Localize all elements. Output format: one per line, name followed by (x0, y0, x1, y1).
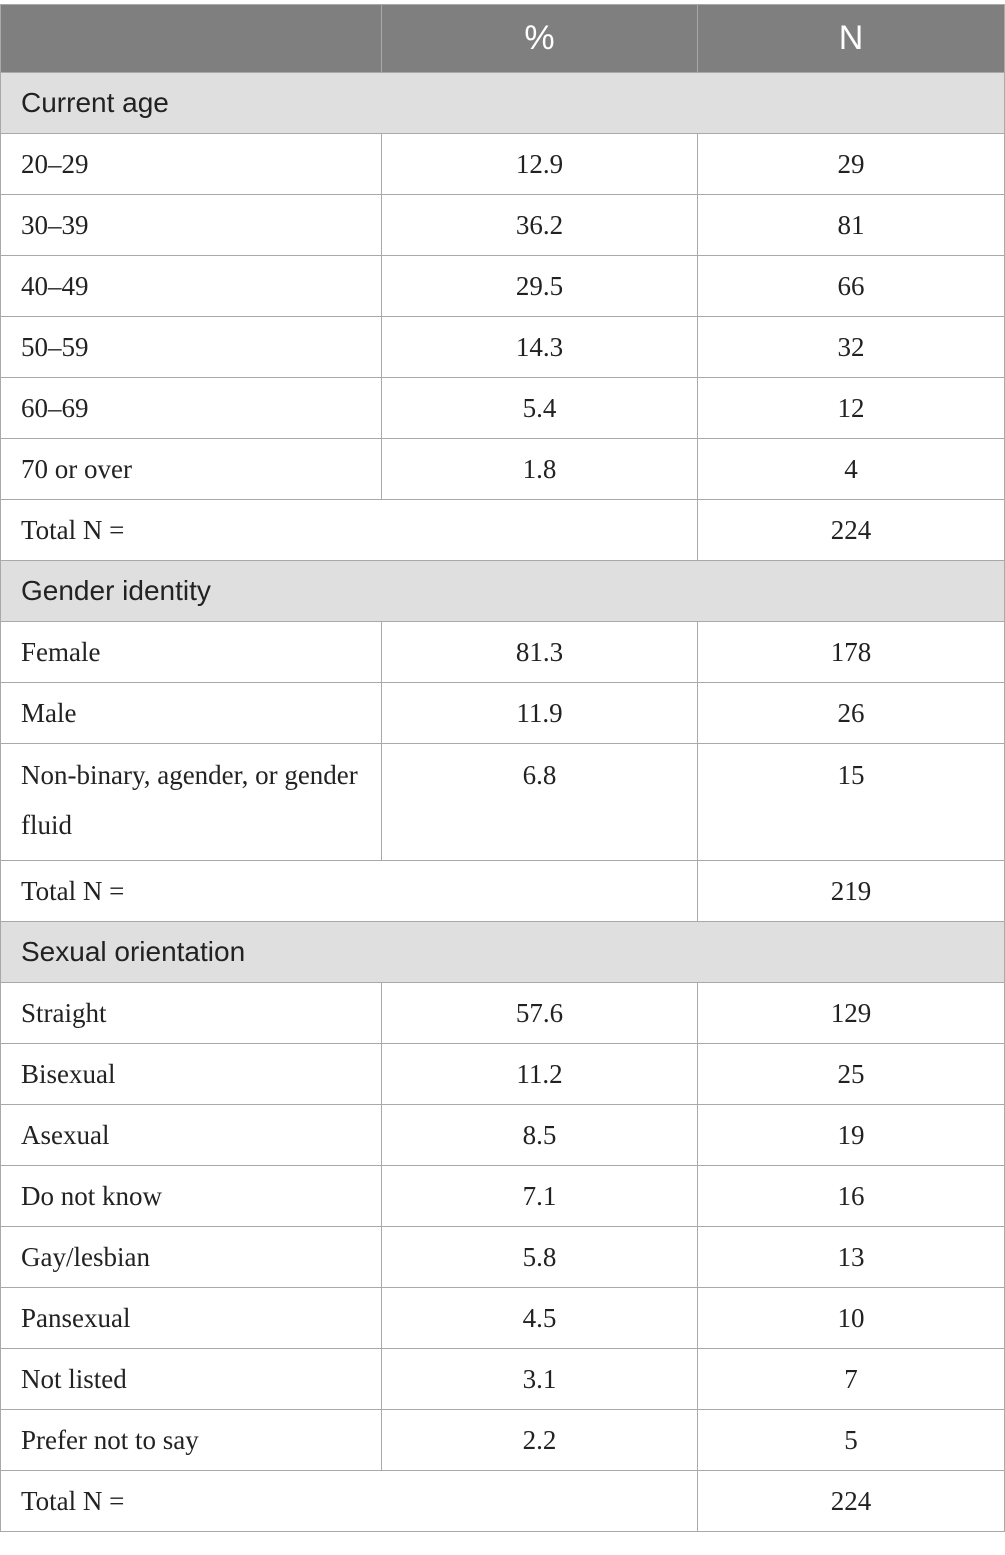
row-n: 4 (698, 439, 1005, 500)
row-percent: 6.8 (382, 744, 698, 861)
row-n: 26 (698, 683, 1005, 744)
row-percent: 14.3 (382, 317, 698, 378)
demographics-table (0, 4, 1005, 1532)
table-row (1, 134, 1005, 195)
row-percent: 7.1 (382, 1166, 698, 1227)
row-n: 129 (698, 983, 1005, 1044)
table-row (1, 1105, 1005, 1166)
header-row (1, 5, 1005, 73)
row-percent: 81.3 (382, 622, 698, 683)
row-n: 178 (698, 622, 1005, 683)
row-percent: 11.9 (382, 683, 698, 744)
table-row (1, 1349, 1005, 1410)
row-n: 81 (698, 195, 1005, 256)
row-percent: 8.5 (382, 1105, 698, 1166)
row-label: Asexual (1, 1105, 382, 1166)
row-label: Gay/lesbian (1, 1227, 382, 1288)
table-row (1, 744, 1005, 861)
table-row (1, 439, 1005, 500)
row-label: 20–29 (1, 134, 382, 195)
table-row (1, 256, 1005, 317)
total-label: Total N = (1, 1471, 698, 1532)
row-percent: 57.6 (382, 983, 698, 1044)
total-label: Total N = (1, 861, 698, 922)
row-percent: 5.8 (382, 1227, 698, 1288)
row-label: Prefer not to say (1, 1410, 382, 1471)
table-row (1, 195, 1005, 256)
section-header-current-age (1, 73, 1005, 134)
row-label: Do not know (1, 1166, 382, 1227)
row-n: 32 (698, 317, 1005, 378)
row-label: Non-binary, agender, or gender fluid (1, 744, 382, 861)
row-label: Bisexual (1, 1044, 382, 1105)
row-n: 66 (698, 256, 1005, 317)
row-n: 5 (698, 1410, 1005, 1471)
table-row (1, 622, 1005, 683)
row-percent: 4.5 (382, 1288, 698, 1349)
table-row (1, 1166, 1005, 1227)
row-percent: 36.2 (382, 195, 698, 256)
row-n: 25 (698, 1044, 1005, 1105)
row-label: 30–39 (1, 195, 382, 256)
header-percent: % (382, 5, 698, 73)
table-row (1, 1227, 1005, 1288)
row-n: 29 (698, 134, 1005, 195)
table-row (1, 683, 1005, 744)
row-label: Pansexual (1, 1288, 382, 1349)
row-n: 12 (698, 378, 1005, 439)
total-label: Total N = (1, 500, 698, 561)
section-header-gender-identity (1, 561, 1005, 622)
row-label: Not listed (1, 1349, 382, 1410)
total-n: 224 (698, 500, 1005, 561)
row-label: Male (1, 683, 382, 744)
table-row (1, 317, 1005, 378)
total-n: 219 (698, 861, 1005, 922)
row-percent: 12.9 (382, 134, 698, 195)
section-title: Gender identity (1, 561, 1005, 622)
table-row (1, 1044, 1005, 1105)
table-row (1, 1410, 1005, 1471)
table-row (1, 1288, 1005, 1349)
header-label-cell (1, 5, 382, 73)
row-n: 10 (698, 1288, 1005, 1349)
section-title: Current age (1, 73, 1005, 134)
total-n: 224 (698, 1471, 1005, 1532)
total-row-gender-identity (1, 861, 1005, 922)
row-label: 50–59 (1, 317, 382, 378)
section-header-sexual-orientation (1, 922, 1005, 983)
section-title: Sexual orientation (1, 922, 1005, 983)
row-percent: 29.5 (382, 256, 698, 317)
header-n: N (698, 5, 1005, 73)
row-label: 70 or over (1, 439, 382, 500)
row-n: 13 (698, 1227, 1005, 1288)
row-label: Straight (1, 983, 382, 1044)
row-n: 16 (698, 1166, 1005, 1227)
row-label: Female (1, 622, 382, 683)
total-row-sexual-orientation (1, 1471, 1005, 1532)
row-percent: 3.1 (382, 1349, 698, 1410)
total-row-current-age (1, 500, 1005, 561)
row-label: 60–69 (1, 378, 382, 439)
row-n: 15 (698, 744, 1005, 861)
row-label: 40–49 (1, 256, 382, 317)
row-percent: 11.2 (382, 1044, 698, 1105)
row-n: 7 (698, 1349, 1005, 1410)
row-n: 19 (698, 1105, 1005, 1166)
table-row (1, 378, 1005, 439)
row-percent: 2.2 (382, 1410, 698, 1471)
row-percent: 1.8 (382, 439, 698, 500)
table-row (1, 983, 1005, 1044)
row-percent: 5.4 (382, 378, 698, 439)
